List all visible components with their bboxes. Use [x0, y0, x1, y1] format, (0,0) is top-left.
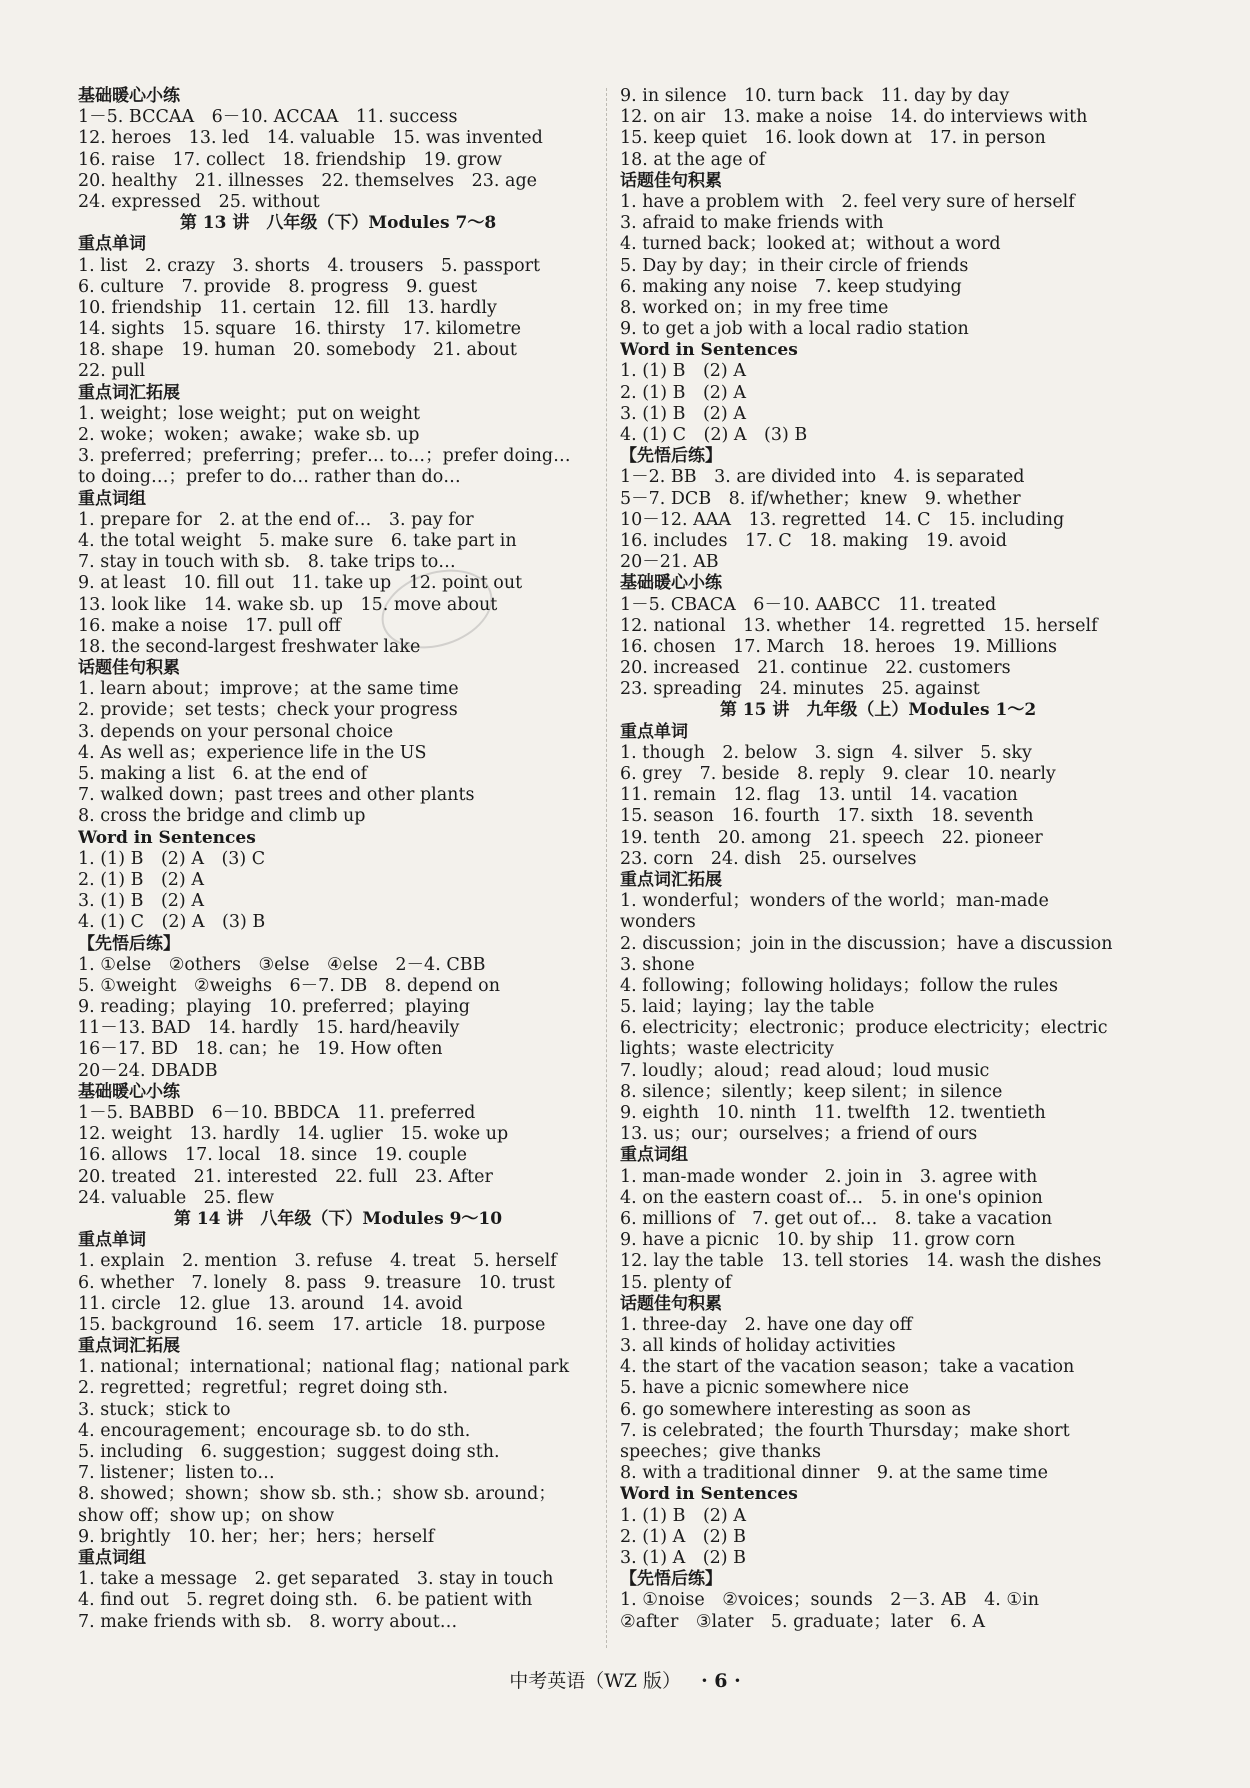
answer-line: 1. national；international；national flag；national park: [78, 1357, 570, 1378]
section-heading: 【先悟后练】: [620, 446, 722, 467]
answer-line: 3. preferred；preferring；prefer… to…；prefer doing…: [78, 446, 571, 467]
answer-line: 7. listener；listen to…: [78, 1463, 275, 1484]
answer-line: 1. have a problem with 2. feel very sure of herself: [620, 191, 1075, 212]
answer-line: 12. on air 13. make a noise 14. do interviews with: [620, 107, 1088, 128]
answer-line: 16－17. BD 18. can；he 19. How often: [78, 1039, 443, 1060]
section-heading: 基础暖心小练: [78, 86, 180, 106]
answer-line: 7. is celebrated；the fourth Thursday；make short: [620, 1420, 1070, 1441]
section-heading: 基础暖心小练: [78, 1081, 180, 1102]
section-heading: Word in Sentences: [620, 1484, 798, 1505]
answer-line: 12. weight 13. hardly 14. uglier 15. woke up: [78, 1124, 509, 1145]
answer-line: 11. circle 12. glue 13. around 14. avoid: [78, 1293, 463, 1314]
answer-line: 9. eighth 10. ninth 11. twelfth 12. twentieth: [620, 1103, 1046, 1123]
answer-line: 3. afraid to make friends with: [620, 213, 884, 234]
answer-line: 9. in silence 10. turn back 11. day by day: [620, 86, 1010, 106]
answer-line: 5. have a picnic somewhere nice: [620, 1378, 909, 1399]
answer-line: 1. (1) B (2) A: [620, 361, 746, 382]
section-heading: 【先悟后练】: [78, 933, 180, 954]
answer-line: 23. corn 24. dish 25. ourselves: [620, 848, 917, 869]
answer-line: 9. brightly 10. her；her；hers；herself: [78, 1526, 435, 1547]
section-chapter: 第 15 讲 九年级（上）Modules 1～2: [719, 700, 1037, 721]
answer-line: 24. valuable 25. flew: [78, 1187, 275, 1208]
answer-line: 6. making any noise 7. keep studying: [620, 276, 962, 297]
answer-line: 1－5. CBACA 6－10. AABCC 11. treated: [620, 594, 997, 615]
answer-line: 4. As well as；experience life in the US: [78, 742, 427, 763]
answer-line: 3. (1) B (2) A: [78, 891, 204, 912]
answer-line: 5. ①weight ②weighs 6－7. DB 8. depend on: [78, 975, 500, 996]
answer-line: 16. includes 17. C 18. making 19. avoid: [620, 530, 1007, 551]
answer-line: 5. Day by day；in their circle of friends: [620, 255, 969, 276]
answer-line: 4. the start of the vacation season；take a vacation: [620, 1357, 1075, 1378]
section-heading: 重点词组: [620, 1145, 688, 1166]
answer-line: 9. to get a job with a local radio station: [620, 319, 969, 340]
answer-line: 16. raise 17. collect 18. friendship 19. grow: [78, 149, 502, 170]
section-heading: 话题佳句积累: [620, 1293, 722, 1314]
answer-line: 20. increased 21. continue 22. customers: [620, 658, 1011, 679]
answer-line: 15. keep quiet 16. look down at 17. in person: [620, 128, 1046, 149]
section-heading: 重点词汇拓展: [620, 869, 722, 890]
answer-line: 1－2. BB 3. are divided into 4. is separated: [620, 467, 1025, 488]
answer-line: 8. silence；silently；keep silent；in silence: [620, 1081, 1003, 1102]
answer-line: 2. (1) A (2) B: [620, 1526, 746, 1547]
answer-line: 2. woke；woken；awake；wake sb. up: [78, 425, 420, 445]
answer-line: 16. chosen 17. March 18. heroes 19. Millions: [620, 636, 1058, 657]
left-column: [78, 86, 598, 1633]
answer-line: 3. all kinds of holiday activities: [620, 1336, 896, 1357]
answer-line: 12. heroes 13. led 14. valuable 15. was invented: [78, 128, 543, 149]
answer-line: 4. (1) C (2) A (3) B: [620, 425, 808, 445]
answer-line: speeches；give thanks: [620, 1442, 822, 1462]
answer-line: 4. following；following holidays；follow the rules: [620, 975, 1058, 996]
answer-line: 11. remain 12. flag 13. until 14. vacation: [620, 785, 1018, 806]
answer-line: 16. make a noise 17. pull off: [78, 615, 341, 636]
answer-line: 16. allows 17. local 18. since 19. couple: [78, 1145, 467, 1166]
answer-line: 1. three-day 2. have one day off: [620, 1314, 913, 1335]
answer-line: 15. background 16. seem 17. article 18. purpose: [78, 1314, 546, 1335]
column-divider: [606, 88, 607, 1648]
answer-line: 1. explain 2. mention 3. refuse 4. treat 5. herself: [78, 1251, 557, 1272]
section-heading: 重点单词: [78, 234, 146, 255]
answer-line: ②after ③later 5. graduate；later 6. A: [620, 1611, 986, 1632]
section-heading: 重点单词: [78, 1230, 146, 1251]
answer-line: 18. shape 19. human 20. somebody 21. about: [78, 340, 517, 361]
answer-line: 3. depends on your personal choice: [78, 721, 394, 742]
page-number: · 6 ·: [701, 1670, 741, 1692]
answer-line: 1. (1) B (2) A (3) C: [78, 848, 266, 869]
answer-line: 4. (1) C (2) A (3) B: [78, 912, 266, 933]
answer-line: 20－24. DBADB: [78, 1060, 218, 1081]
answer-line: 1－5. BCCAA 6－10. ACCAA 11. success: [78, 107, 458, 128]
answer-line: 6. millions of 7. get out of… 8. take a vacation: [620, 1208, 1053, 1229]
answer-line: 10. friendship 11. certain 12. fill 13. hardly: [78, 297, 497, 318]
answer-line: 1. wonderful；wonders of the world；man-made: [620, 891, 1049, 912]
answer-line: 4. the total weight 5. make sure 6. take part in: [78, 530, 517, 551]
answer-line: 6. go somewhere interesting as soon as: [620, 1399, 971, 1420]
answer-line: 7. make friends with sb. 8. worry about…: [78, 1611, 458, 1632]
answer-line: 1. (1) B (2) A: [620, 1505, 746, 1526]
answer-line: wonders: [620, 912, 696, 933]
answer-line: 1. list 2. crazy 3. shorts 4. trousers 5. passport: [78, 255, 540, 276]
answer-line: 19. tenth 20. among 21. speech 22. pioneer: [620, 827, 1043, 848]
section-heading: 话题佳句积累: [78, 658, 180, 679]
answer-line: 1－5. BABBD 6－10. BBDCA 11. preferred: [78, 1103, 476, 1123]
answer-line: 1. though 2. below 3. sign 4. silver 5. sky: [620, 742, 1032, 763]
answer-line: 9. reading；playing 10. preferred；playing: [78, 997, 471, 1018]
section-chapter: 第 14 讲 八年级（下）Modules 9～10: [173, 1208, 503, 1229]
answer-line: 2. (1) B (2) A: [78, 869, 204, 890]
answer-line: 20－21. AB: [620, 552, 719, 573]
answer-line: 5. laid；laying；lay the table: [620, 997, 875, 1018]
answer-line: show off；show up；on show: [78, 1505, 335, 1526]
answer-line: 8. showed；shown；show sb. sth.；show sb. around；: [78, 1484, 556, 1505]
answer-line: 9. have a picnic 10. by ship 11. grow corn: [620, 1230, 1016, 1251]
section-heading: 话题佳句积累: [620, 170, 722, 191]
answer-line: 24. expressed 25. without: [78, 191, 320, 212]
answer-line: 3. (1) A (2) B: [620, 1547, 746, 1568]
page-footer: [0, 1666, 1250, 1693]
answer-line: 15. season 16. fourth 17. sixth 18. seventh: [620, 806, 1034, 827]
answer-line: 2. provide；set tests；check your progress: [78, 700, 458, 721]
section-heading: Word in Sentences: [620, 340, 798, 361]
answer-line: 1. learn about；improve；at the same time: [78, 679, 459, 700]
answer-line: 5. making a list 6. at the end of: [78, 764, 368, 784]
answer-line: 23. spreading 24. minutes 25. against: [620, 679, 980, 700]
answer-line: 15. plenty of: [620, 1272, 732, 1293]
answer-line: lights；waste electricity: [620, 1039, 834, 1060]
answer-line: 6. culture 7. provide 8. progress 9. guest: [78, 276, 478, 297]
section-heading: 重点单词: [620, 721, 688, 742]
answer-line: 1. prepare for 2. at the end of… 3. pay for: [78, 509, 474, 530]
answer-line: 20. treated 21. interested 22. full 23. After: [78, 1166, 493, 1187]
answer-line: 1. ①noise ②voices；sounds 2－3. AB 4. ①in: [620, 1590, 1039, 1611]
answer-line: 9. at least 10. fill out 11. take up 12. point out: [78, 573, 523, 594]
section-heading: 重点词汇拓展: [78, 1336, 180, 1357]
answer-line: 8. with a traditional dinner 9. at the same time: [620, 1463, 1048, 1484]
answer-line: 6. whether 7. lonely 8. pass 9. treasure 10. trust: [78, 1272, 555, 1293]
section-heading: 重点词组: [78, 1547, 146, 1568]
answer-line: 4. encouragement；encourage sb. to do sth.: [78, 1420, 471, 1441]
answer-line: 13. look like 14. wake sb. up 15. move about: [78, 594, 498, 615]
answer-line: 3. shone: [620, 954, 695, 975]
answer-line: 11－13. BAD 14. hardly 15. hard/heavily: [78, 1018, 460, 1039]
answer-line: 1. weight；lose weight；put on weight: [78, 403, 421, 424]
answer-line: 4. on the eastern coast of… 5. in one's opinion: [620, 1187, 1043, 1208]
answer-line: 2. regretted；regretful；regret doing sth.: [78, 1378, 449, 1399]
answer-line: 4. turned back；looked at；without a word: [620, 234, 1001, 255]
answer-line: 8. cross the bridge and climb up: [78, 806, 366, 827]
answer-line: 2. (1) B (2) A: [620, 382, 746, 403]
answer-line: 18. the second-largest freshwater lake: [78, 636, 421, 657]
answer-line: 7. walked down；past trees and other plants: [78, 785, 475, 806]
answer-line: 14. sights 15. square 16. thirsty 17. kilometre: [78, 319, 521, 340]
section-heading: 基础暖心小练: [620, 573, 722, 594]
right-column: [620, 86, 1136, 1633]
section-heading: 【先悟后练】: [620, 1569, 722, 1590]
answer-line: 3. (1) B (2) A: [620, 403, 746, 424]
answer-line: 5. including 6. suggestion；suggest doing sth.: [78, 1442, 500, 1462]
answer-line: 2. discussion；join in the discussion；have a discussion: [620, 933, 1113, 954]
answer-line: 12. national 13. whether 14. regretted 15. herself: [620, 615, 1098, 636]
answer-line: 7. stay in touch with sb. 8. take trips to…: [78, 552, 456, 573]
answer-line: 4. find out 5. regret doing sth. 6. be patient with: [78, 1590, 533, 1611]
answer-line: 1. man-made wonder 2. join in 3. agree with: [620, 1166, 1038, 1187]
answer-line: 22. pull: [78, 361, 146, 382]
answer-line: to doing…；prefer to do… rather than do…: [78, 467, 461, 488]
section-heading: Word in Sentences: [78, 827, 256, 848]
footer-book-title: 中考英语（WZ 版）: [509, 1670, 682, 1692]
section-heading: 重点词组: [78, 488, 146, 509]
answer-line: 6. grey 7. beside 8. reply 9. clear 10. nearly: [620, 764, 1056, 784]
answer-line: 1. take a message 2. get separated 3. stay in touch: [78, 1569, 554, 1590]
answer-line: 1. ①else ②others ③else ④else 2－4. CBB: [78, 954, 486, 975]
answer-line: 18. at the age of: [620, 149, 766, 170]
answer-line: 8. worked on；in my free time: [620, 297, 889, 318]
answer-line: 5－7. DCB 8. if/whether；knew 9. whether: [620, 488, 1021, 509]
answer-line: 6. electricity；electronic；produce electricity；electric: [620, 1018, 1108, 1039]
answer-line: 3. stuck；stick to: [78, 1399, 231, 1420]
section-heading: 重点词汇拓展: [78, 382, 180, 403]
answer-line: 12. lay the table 13. tell stories 14. wash the dishes: [620, 1251, 1102, 1272]
section-chapter: 第 13 讲 八年级（下）Modules 7～8: [179, 213, 497, 234]
answer-line: 7. loudly；aloud；read aloud；loud music: [620, 1060, 990, 1081]
answer-line: 13. us；our；ourselves；a friend of ours: [620, 1124, 978, 1145]
answer-line: 20. healthy 21. illnesses 22. themselves 23. age: [78, 170, 538, 191]
answer-line: 10－12. AAA 13. regretted 14. C 15. including: [620, 509, 1065, 530]
